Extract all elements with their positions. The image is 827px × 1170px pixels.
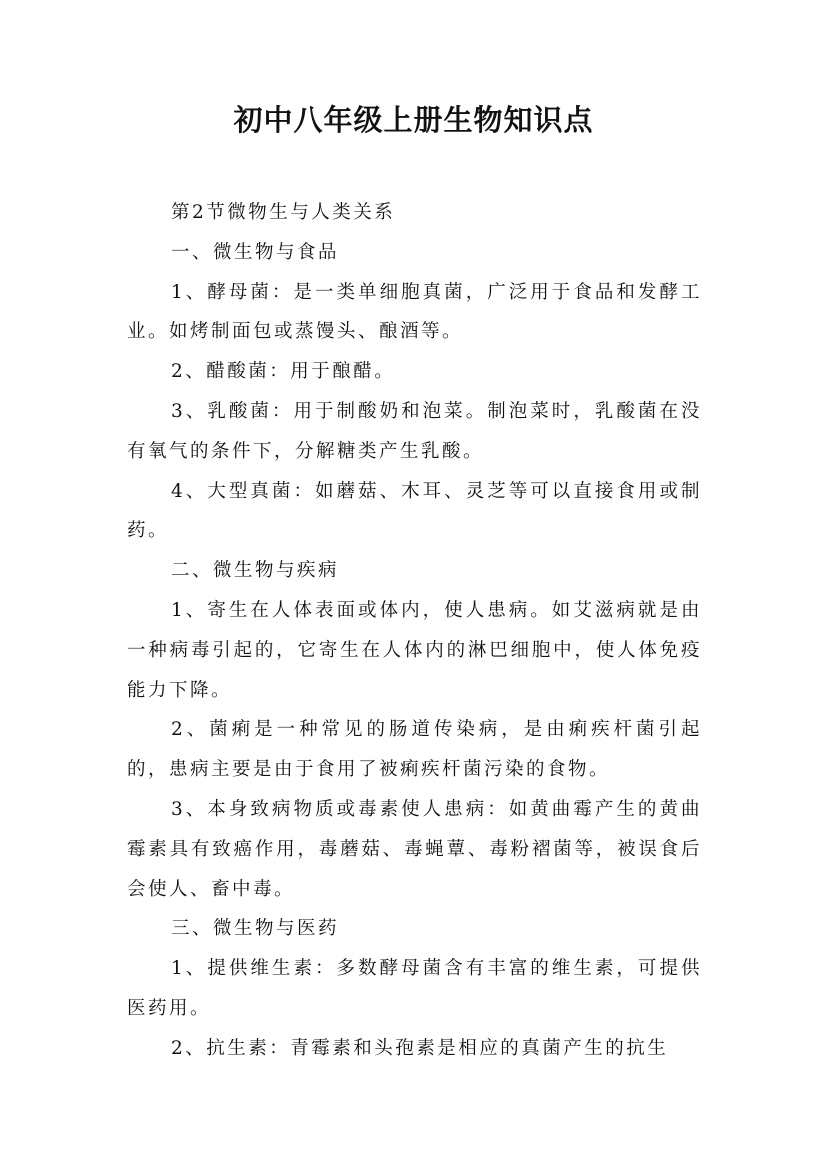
body-paragraph: 2、醋酸菌：用于酿醋。 <box>171 361 396 383</box>
subsection-heading: 一、微生物与食品 <box>171 241 340 263</box>
subsection-heading: 三、微生物与医药 <box>171 918 340 940</box>
document-body <box>127 193 702 1069</box>
body-paragraph: 1、酵母菌：是一类单细胞真菌，广泛用于食品和发酵工业。如烤制面包或蒸馒头、酿酒等。 <box>127 281 702 343</box>
body-paragraph: 3、本身致病物质或毒素使人患病：如黄曲霉产生的黄曲霉素具有致癌作用，毒蘑菇、毒蝇蕈、毒粉褶菌等，被误食后会使人、畜中毒。 <box>127 798 702 900</box>
body-paragraph: 4、大型真菌：如蘑菇、木耳、灵芝等可以直接食用或制药。 <box>127 480 702 542</box>
subsection-heading: 二、微生物与疾病 <box>171 560 340 582</box>
section-heading: 第2节微物生与人类关系 <box>171 202 396 223</box>
body-paragraph: 1、寄生在人体表面或体内，使人患病。如艾滋病就是由一种病毒引起的，它寄生在人体内的淋巴细胞中，使人体免疫能力下降。 <box>127 599 702 701</box>
body-paragraph: 1、提供维生素：多数酵母菌含有丰富的维生素，可提供医药用。 <box>127 958 702 1019</box>
body-paragraph: 2、抗生素：青霉素和头孢素是相应的真菌产生的抗生 <box>171 1037 669 1059</box>
body-paragraph: 2、菌痢是一种常见的肠道传染病，是由痢疾杆菌引起的，患病主要是由于食用了被痢疾杆菌污染的食物。 <box>127 719 702 781</box>
body-paragraph: 3、乳酸菌：用于制酸奶和泡菜。制泡菜时，乳酸菌在没有氧气的条件下，分解糖类产生乳酸。 <box>127 400 702 462</box>
document-title: 初中八年级上册生物知识点 <box>233 103 594 137</box>
